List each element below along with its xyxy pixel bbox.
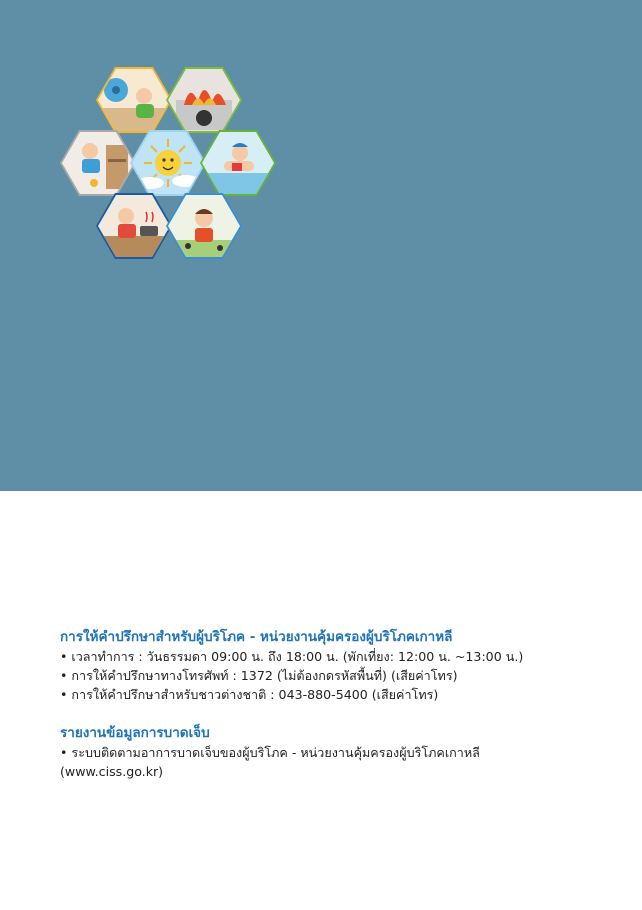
injury-system-text: • ระบบติดตามอาการบาดเจ็บของผู้บริโภค - หน่วยงานคุ้มครองผู้บริโภคเกาหลี: [60, 745, 480, 760]
child-falling-from-furniture-icon: [58, 128, 138, 198]
kitchen-fire-icon: [164, 65, 244, 135]
injury-report-heading: รายงานข้อมูลการบาดเจ็บ: [60, 725, 210, 741]
office-hours-text: • เวลาทำการ : วันธรรมดา 09:00 น. ถึง 18:00 น. (พักเที่ยง: 12:00 น. ~13:00 น.): [60, 649, 524, 664]
section-spacer: [60, 704, 620, 724]
foreigner-consultation-text: • การให้คำปรึกษาสำหรับชาวต่างชาติ : 043-880-5400 (เสียค่าโทร): [60, 687, 439, 702]
safety-illustration-cluster: [58, 58, 280, 270]
phone-consultation-text: • การให้คำปรึกษาทางโทรศัพท์ : 1372 (ไม่ต้องกดรหัสพื้นที่) (เสียค่าโทร): [60, 668, 458, 683]
injury-website-link[interactable]: (www.ciss.go.kr): [60, 764, 164, 779]
child-burn-from-pot-icon: [94, 191, 174, 266]
contact-info-block: [60, 628, 620, 781]
child-slipping-in-water-icon: [198, 128, 278, 203]
consultation-heading: การให้คำปรึกษาสำหรับผู้บริโภค - หน่วยงานคุ้มครองผู้บริโภคเกาหลี: [60, 629, 453, 645]
child-swallowing-object-icon: [164, 191, 244, 266]
child-near-fan-icon: [94, 65, 174, 138]
smiling-sun-icon: [128, 128, 208, 198]
